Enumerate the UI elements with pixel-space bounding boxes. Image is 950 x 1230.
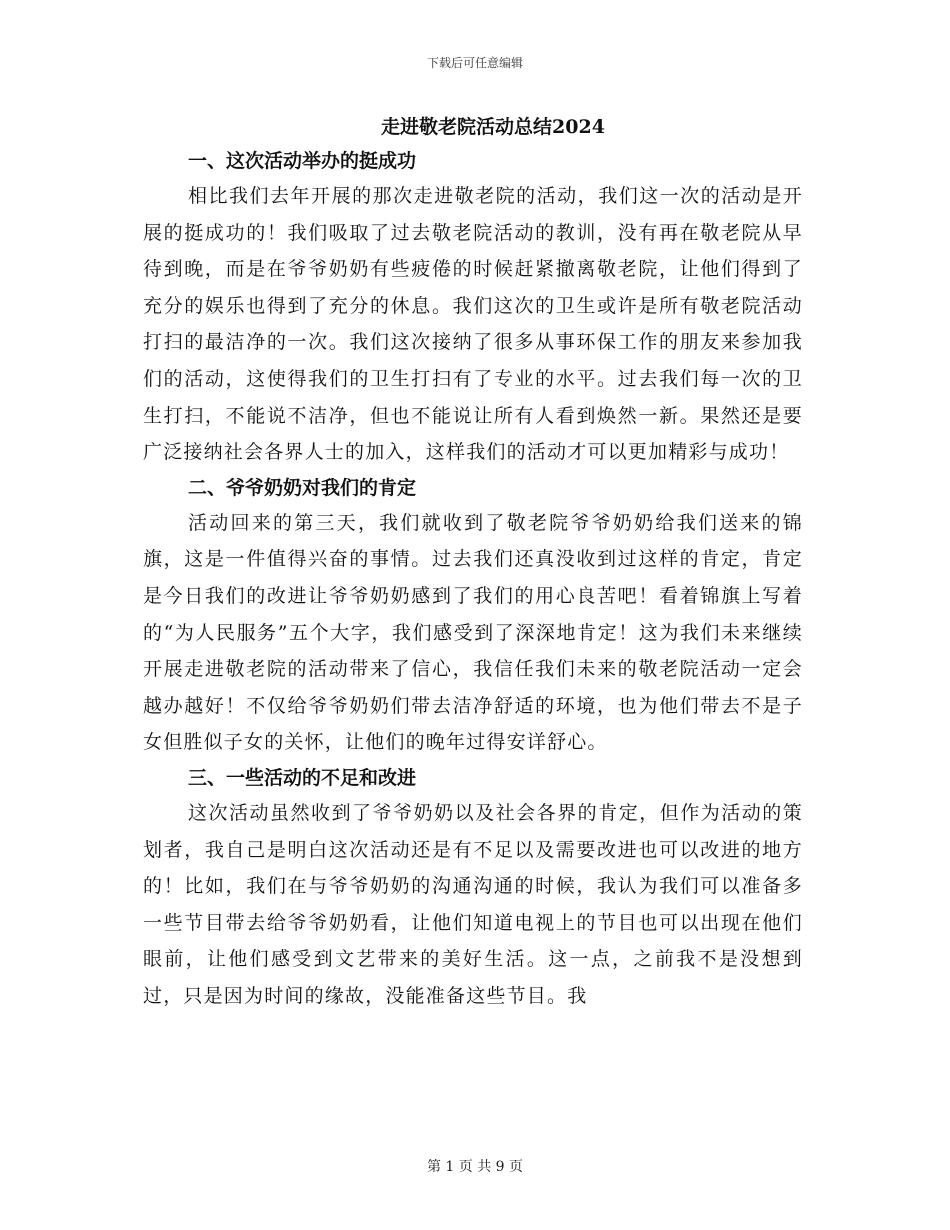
document-body xyxy=(143,112,803,1014)
section-heading-1: 一、这次活动举办的挺成功 xyxy=(188,150,417,172)
header-note: 下载后可任意编辑 xyxy=(426,56,523,70)
section-heading-3: 三、一些活动的不足和改进 xyxy=(188,766,417,789)
section-paragraph-3: 这次活动虽然收到了爷爷奶奶以及社会各界的肯定，但作为活动的策划者，我自己是明白这次活动还是有不足以及需要改进也可以改进的地方的！比如，我们在与爷爷奶奶的沟通沟通的时候，我认为我们可以准备多一些节目带去给爷爷奶奶看，让他们知道电视上的节目也可以出现在他们眼前，让他们感受到文艺带来的美好生活。这一点，之前我不是没想到过，只是因为时间的缘故，没能准备这些节目。我 xyxy=(143,801,803,1007)
document-title: 走进敬老院活动总结2024 xyxy=(381,116,605,138)
section-paragraph-2: 活动回来的第三天，我们就收到了敬老院爷爷奶奶给我们送来的锦旗，这是一件值得兴奋的事情。过去我们还真没收到过这样的肯定，肯定是今日我们的改进让爷爷奶奶感到了我们的用心良苦吧！看着锦旗上写着的“为人民服务”五个大字，我们感受到了深深地肯定！这为我们未来继续开展走进敬老院的活动带来了信心，我信任我们未来的敬老院活动一定会越办越好！不仅给爷爷奶奶们带去洁净舒适的环境，也为他们带去不是子女但胜似子女的关怀，让他们的晚年过得安详舒心。 xyxy=(143,511,803,754)
page-footer: 第 1 页 共 9 页 xyxy=(426,1159,524,1175)
section-paragraph-1: 相比我们去年开展的那次走进敬老院的活动，我们这一次的活动是开展的挺成功的！我们吸取了过去敬老院活动的教训，没有再在敬老院从早待到晚，而是在爷爷奶奶有些疲倦的时候赶紧撤离敬老院，让他们得到了充分的娱乐也得到了充分的休息。我们这次的卫生或许是所有敬老院活动打扫的最洁净的一次。我们这次接纳了很多从事环保工作的朋友来参加我们的活动，这使得我们的卫生打扫有了专业的水平。过去我们每一次的卫生打扫，不能说不洁净，但也不能说让所有人看到焕然一新。果然还是要广泛接纳社会各界人士的加入，这样我们的活动才可以更加精彩与成功！ xyxy=(143,185,803,464)
section-heading-2: 二、爷爷奶奶对我们的肯定 xyxy=(188,476,417,499)
